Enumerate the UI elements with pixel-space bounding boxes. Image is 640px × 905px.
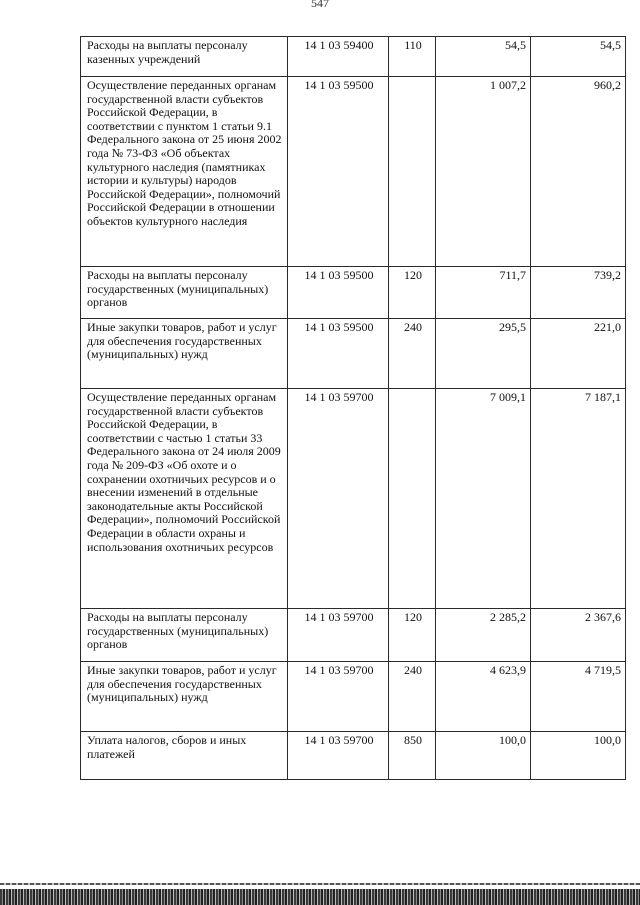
row-name: Расходы на выплаты персоналу государственных (муниципальных) органов [81, 267, 288, 319]
row-expense-type: 120 [389, 609, 436, 662]
row-code: 14 1 03 59400 [288, 37, 389, 77]
row-expense-type: 240 [389, 319, 436, 389]
row-expense-type: 850 [389, 732, 436, 780]
row-expense-type: 120 [389, 267, 436, 319]
row-name: Осуществление переданных органам государственной власти субъектов Российской Федерации, в соответствии с пунктом 1 статьи 9.1 Федерального закона от 25 июня 2002 года № 73-ФЗ «Об объектах культурного наследия (памятниках истории и культуры) народов Российской Федерации», полномочий Российской Федерации в отношении объектов культурного наследия [81, 77, 288, 267]
row-expense-type: 110 [389, 37, 436, 77]
row-name: Иные закупки товаров, работ и услуг для обеспечения государственных (муниципальных) нужд [81, 662, 288, 732]
row-sum-1: 54,5 [436, 37, 531, 77]
row-sum-2: 4 719,5 [531, 662, 626, 732]
row-sum-1: 2 285,2 [436, 609, 531, 662]
row-code: 14 1 03 59700 [288, 609, 389, 662]
table-row [81, 732, 626, 780]
row-sum-2: 54,5 [531, 37, 626, 77]
row-code: 14 1 03 59700 [288, 389, 389, 609]
row-sum-2: 960,2 [531, 77, 626, 267]
row-sum-1: 711,7 [436, 267, 531, 319]
table-row [81, 319, 626, 389]
scan-edge-line [0, 883, 640, 885]
row-sum-1: 7 009,1 [436, 389, 531, 609]
row-sum-1: 4 623,9 [436, 662, 531, 732]
row-expense-type [389, 389, 436, 609]
row-code: 14 1 03 59500 [288, 77, 389, 267]
table-row [81, 609, 626, 662]
scan-edge-strip [0, 889, 640, 905]
row-name: Расходы на выплаты персоналу казенных учреждений [81, 37, 288, 77]
row-name: Иные закупки товаров, работ и услуг для обеспечения государственных (муниципальных) нужд [81, 319, 288, 389]
row-code: 14 1 03 59700 [288, 662, 389, 732]
row-sum-2: 100,0 [531, 732, 626, 780]
row-name: Осуществление переданных органам государственной власти субъектов Российской Федерации, в соответствии с частью 1 статьи 33 Федерального закона от 24 июля 2009 года № 209-ФЗ «Об охоте и о сохранении охотничьих ресурсов и о внесении изменений в отдельные законодательные акты Российской Федерации», полномочий Российской Федерации в области охраны и использования охотничьих ресурсов [81, 389, 288, 609]
row-sum-2: 2 367,6 [531, 609, 626, 662]
row-name: Уплата налогов, сборов и иных платежей [81, 732, 288, 780]
row-sum-2: 7 187,1 [531, 389, 626, 609]
table-row [81, 662, 626, 732]
row-code: 14 1 03 59500 [288, 319, 389, 389]
table-row [81, 267, 626, 319]
table-row [81, 77, 626, 267]
table-row [81, 389, 626, 609]
budget-table [80, 36, 626, 780]
row-sum-2: 221,0 [531, 319, 626, 389]
row-expense-type [389, 77, 436, 267]
row-code: 14 1 03 59500 [288, 267, 389, 319]
page-number: 547 [311, 0, 329, 10]
row-sum-1: 1 007,2 [436, 77, 531, 267]
row-sum-1: 100,0 [436, 732, 531, 780]
row-expense-type: 240 [389, 662, 436, 732]
row-name: Расходы на выплаты персоналу государственных (муниципальных) органов [81, 609, 288, 662]
table-row [81, 37, 626, 77]
row-code: 14 1 03 59700 [288, 732, 389, 780]
row-sum-1: 295,5 [436, 319, 531, 389]
row-sum-2: 739,2 [531, 267, 626, 319]
